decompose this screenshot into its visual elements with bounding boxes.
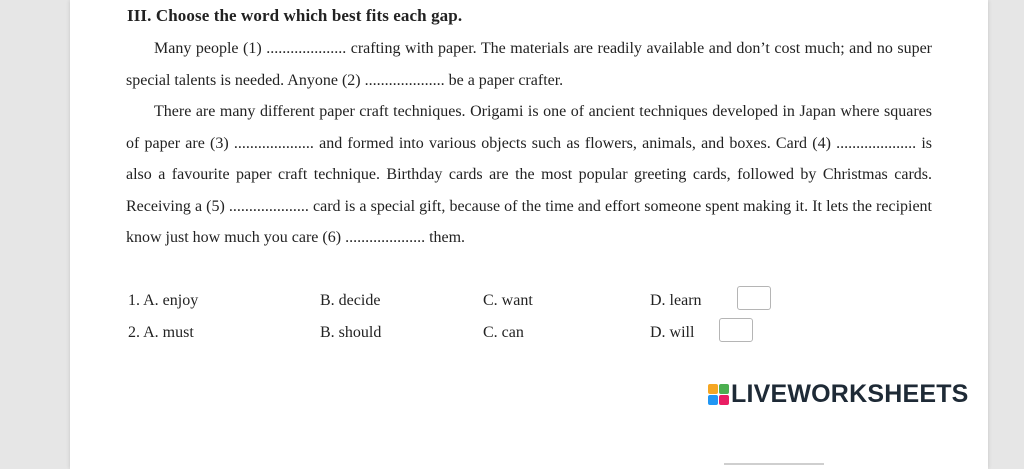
gap-4: .................... bbox=[836, 134, 917, 152]
q1-option-c: C. want bbox=[483, 292, 533, 309]
p1-text-3: be a paper crafter. bbox=[444, 71, 564, 89]
p2-text-2: and formed into various objects such as flowers, animals, and boxes. Card (4) bbox=[313, 134, 837, 152]
p2-text-4: card is a special gift, because of the time and effort someone spent making it. It lets the recipient know just how much you care (6) bbox=[126, 197, 933, 246]
logo-square-3 bbox=[708, 395, 718, 405]
p2-text-5: them. bbox=[425, 229, 466, 246]
p1-text-1: Many people (1) bbox=[154, 40, 267, 57]
q1-option-d: D. learn bbox=[650, 292, 702, 309]
p1-text-2: crafting with paper. The materials are readily available and don’t cost much; and no super special talents is needed. Anyone (2) bbox=[126, 40, 932, 89]
gap-3: .................... bbox=[233, 134, 314, 152]
worksheet-page bbox=[70, 0, 988, 469]
gap-1: .................... bbox=[266, 40, 347, 57]
paragraph-1 bbox=[126, 33, 932, 96]
logo-square-2 bbox=[719, 384, 729, 394]
paragraph-2 bbox=[126, 96, 932, 254]
q1-option-a: 1. A. enjoy bbox=[128, 292, 199, 309]
q2-option-a: 2. A. must bbox=[128, 324, 194, 341]
liveworksheets-logo bbox=[708, 380, 969, 409]
p2-text-1: There are many different paper craft techniques. Origami is one of ancient techniques developed in Japan where squares of paper are (3) bbox=[126, 103, 932, 152]
q1-answer-input[interactable] bbox=[737, 286, 771, 310]
logo-square-1 bbox=[708, 384, 718, 394]
gap-5: .................... bbox=[228, 197, 309, 215]
gap-6: .................... bbox=[345, 229, 426, 246]
logo-square-4 bbox=[719, 395, 729, 405]
liveworksheets-logo-text: LIVEWORKSHEETS bbox=[731, 380, 969, 408]
q1-option-b: B. decide bbox=[320, 292, 381, 309]
exercise-heading: III. Choose the word which best fits each gap. bbox=[127, 6, 463, 25]
q2-option-d: D. will bbox=[650, 324, 695, 341]
q2-option-c: C. can bbox=[483, 324, 524, 341]
divider bbox=[724, 463, 824, 465]
q2-answer-input[interactable] bbox=[719, 318, 753, 342]
q2-option-b: B. should bbox=[320, 324, 382, 341]
gap-2: .................... bbox=[364, 71, 445, 89]
liveworksheets-logo-icon bbox=[708, 384, 729, 405]
p2-text-3: is also a favourite paper craft technique. Birthday cards are the most popular greeting cards, followed by Christmas cards. Receiving a (5) bbox=[126, 134, 933, 215]
